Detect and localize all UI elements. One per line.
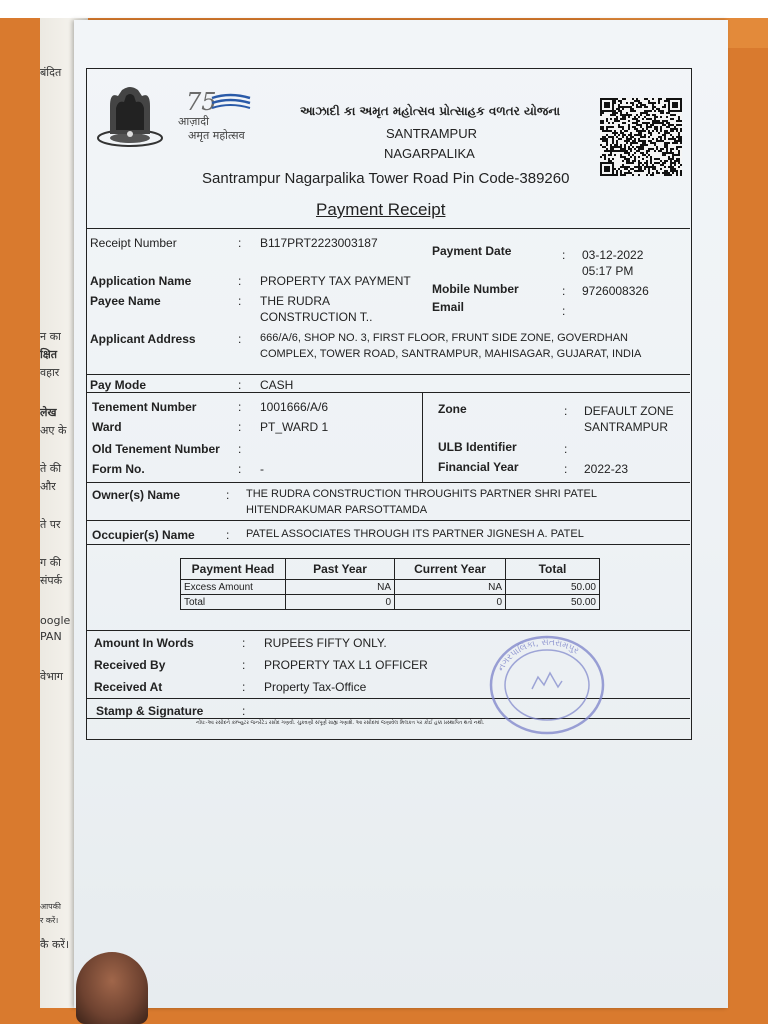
zone-label: Zone — [438, 402, 467, 416]
colon: : — [238, 420, 242, 434]
colon: : — [238, 274, 242, 288]
owners-name-value: THE RUDRA CONSTRUCTION THROUGHITS PARTNER SHRI PATEL — [246, 488, 598, 500]
table-cell: 0 — [395, 595, 506, 610]
divider — [86, 374, 690, 375]
column-header: Past Year — [286, 559, 395, 580]
page-fragment: वेभाग — [40, 670, 63, 683]
colon: : — [564, 404, 568, 418]
table-cell: Total — [181, 595, 286, 610]
page-fragment: र करें। — [40, 916, 59, 925]
amount-in-words-label: Amount In Words — [94, 636, 194, 650]
table-cell: 0 — [286, 595, 395, 610]
page-fragment: ग की — [40, 556, 61, 569]
payment-date-label: Payment Date — [432, 244, 512, 258]
colon: : — [238, 462, 242, 476]
application-name-value: PROPERTY TAX PAYMENT — [260, 274, 411, 288]
colon: : — [242, 636, 246, 650]
payment-receipt — [86, 68, 690, 758]
column-header: Total — [506, 559, 600, 580]
applicant-address-value-line-2: COMPLEX, TOWER ROAD, SANTRAMPUR, MAHISAGAR, GUJARAT, INDIA — [260, 348, 642, 360]
svg-text:75: 75 — [186, 88, 217, 116]
old-tenement-number-label: Old Tenement Number — [92, 442, 220, 456]
table-row — [181, 595, 600, 610]
colon: : — [226, 488, 230, 502]
pay-mode-value: CASH — [260, 378, 294, 392]
colon: : — [242, 680, 246, 694]
mobile-number-value: 9726008326 — [582, 284, 649, 298]
page-fragment: अए के — [40, 424, 67, 437]
received-at-value: Property Tax-Office — [264, 680, 367, 694]
colon: : — [562, 248, 566, 262]
divider — [86, 544, 690, 545]
received-by-label: Received By — [94, 658, 166, 672]
applicant-address-label: Applicant Address — [90, 332, 196, 346]
owners-name-label: Owner(s) Name — [92, 488, 181, 502]
azadi-ka-amrit-mahotsav-logo — [178, 88, 282, 144]
application-name-label: Application Name — [90, 274, 192, 288]
payee-name-label: Payee Name — [90, 294, 161, 308]
colon: : — [242, 658, 246, 672]
org-name-line-1: SANTRAMPUR — [386, 126, 478, 141]
page-fragment: ते पर — [40, 518, 61, 531]
payment-table — [180, 558, 600, 610]
colon: : — [238, 332, 242, 346]
occupiers-name-label: Occupier(s) Name — [92, 528, 195, 542]
table-cell: 50.00 — [506, 580, 600, 595]
page-fragment: बंदित — [40, 66, 62, 79]
divider-vertical — [422, 392, 423, 482]
thumb — [76, 952, 148, 1024]
receipt-paper — [74, 20, 728, 1008]
divider — [86, 520, 690, 521]
zone-value: DEFAULT ZONE — [584, 404, 674, 418]
page-fragment: आपकी — [40, 902, 61, 911]
logo-text-amrit: अमृत महोत्सव — [188, 129, 245, 142]
colon: : — [564, 442, 568, 456]
divider — [86, 228, 690, 229]
divider — [86, 482, 690, 483]
divider — [86, 392, 690, 393]
financial-year-value: 2022-23 — [584, 462, 629, 476]
received-at-label: Received At — [94, 680, 163, 694]
table-cell: NA — [286, 580, 395, 595]
colon: : — [564, 462, 568, 476]
occupiers-name-value: PATEL ASSOCIATES THROUGH ITS PARTNER JIGNESH A. PATEL — [246, 528, 584, 540]
payee-name-value: THE RUDRA — [260, 294, 331, 308]
scheme-title: આઝાદી કા અમૃત મહોત્સવ પ્રોત્સાહક વળતર યોજના — [300, 104, 561, 118]
owners-name-value-line-2: HITENDRAKUMAR PARSOTTAMDA — [246, 504, 428, 516]
ulb-identifier-label: ULB Identifier — [438, 440, 517, 454]
colon: : — [238, 294, 242, 308]
page-fragment: PAN — [40, 630, 62, 643]
page-fragment: क्षित — [40, 348, 58, 361]
tenement-number-label: Tenement Number — [92, 400, 197, 414]
page-fragment: संपर्क — [40, 574, 63, 587]
colon: : — [562, 284, 566, 298]
colon: : — [562, 304, 566, 318]
column-header: Current Year — [395, 559, 506, 580]
payee-name-value-line-2: CONSTRUCTION T.. — [260, 310, 373, 324]
colon: : — [242, 704, 246, 718]
mobile-number-label: Mobile Number — [432, 282, 519, 296]
colon: : — [238, 378, 242, 392]
page-fragment: कै करें। — [40, 938, 70, 951]
stamp-text: નગરપાલિકા, સંતરામપુર — [496, 637, 581, 674]
email-label: Email — [432, 300, 465, 314]
column-header: Payment Head — [181, 559, 286, 580]
ward-value: PT_WARD 1 — [260, 420, 329, 434]
office-address: Santrampur Nagarpalika Tower Road Pin Code-389260 — [202, 170, 570, 187]
page-title: Payment Receipt — [316, 200, 446, 219]
table-cell: 50.00 — [506, 595, 600, 610]
page-fragment: न का — [40, 330, 61, 343]
applicant-address-value: 666/A/6, SHOP NO. 3, FIRST FLOOR, FRUNT SIDE ZONE, GOVERDHAN — [260, 332, 628, 344]
official-stamp-icon — [488, 633, 606, 737]
received-by-value: PROPERTY TAX L1 OFFICER — [264, 658, 428, 672]
national-emblem-icon — [96, 82, 164, 150]
page-fragment: oogle — [40, 614, 71, 627]
receipt-number-label: Receipt Number — [90, 236, 177, 250]
colon: : — [238, 236, 242, 250]
pay-mode-label: Pay Mode — [90, 378, 147, 392]
stamp-signature-label: Stamp & Signature — [96, 704, 204, 718]
table-cell: Excess Amount — [181, 580, 286, 595]
zone-value-line-2: SANTRAMPUR — [584, 420, 669, 434]
org-name-line-2: NAGARPALIKA — [384, 146, 475, 161]
form-no-value: - — [260, 462, 264, 476]
ward-label: Ward — [92, 420, 122, 434]
form-no-label: Form No. — [92, 462, 145, 476]
table-header-row — [181, 559, 600, 580]
tenement-number-value: 1001666/A/6 — [260, 400, 329, 414]
colon: : — [226, 528, 230, 542]
page-fragment: और — [40, 480, 56, 493]
receipt-number-value: B117PRT2223003187 — [260, 236, 378, 250]
colon: : — [238, 442, 242, 456]
colon: : — [238, 400, 242, 414]
amount-in-words-value: RUPEES FIFTY ONLY. — [264, 636, 387, 650]
receipt-note: નોંધ:-આ રસીદને કમ્પ્યુટર જનરેટેડ રસીદ ગણવી. ચુકવણી સંપૂર્ણ ગ્રાહ્ય ગણાશે. આ રસીદમાં જણાવેલ મિલકત પર કોઈ હક્ક પ્રસ્થાપિત થતો નથી. — [196, 720, 485, 726]
page-fragment: वहार — [40, 366, 60, 379]
page-fragment: लेख — [40, 406, 57, 419]
page-fragment: ते की — [40, 462, 62, 475]
divider — [86, 630, 690, 631]
payment-date-value: 03-12-2022 — [582, 248, 644, 262]
payment-time-value: 05:17 PM — [582, 264, 634, 278]
qr-code-icon — [600, 98, 682, 176]
table-cell: NA — [395, 580, 506, 595]
logo-text-azadi: आज़ादी — [178, 115, 209, 128]
table-row — [181, 580, 600, 595]
financial-year-label: Financial Year — [438, 460, 519, 474]
